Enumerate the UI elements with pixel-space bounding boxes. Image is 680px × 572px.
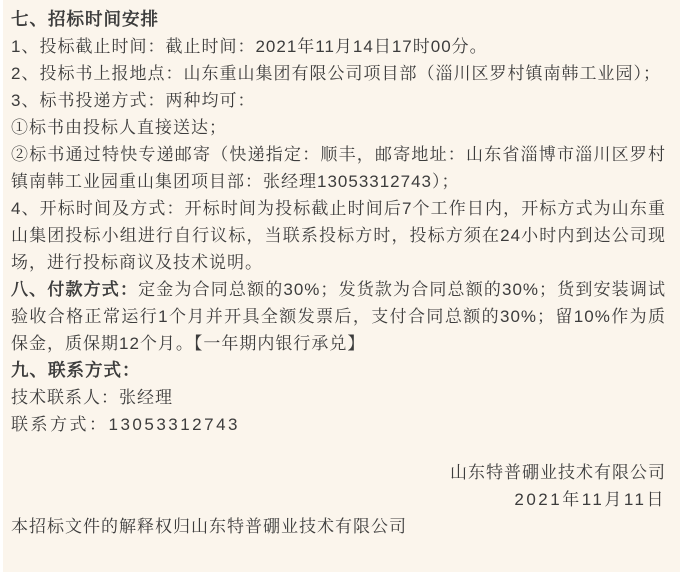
section-8-heading: 八、付款方式： [11, 280, 139, 299]
signature-block [11, 459, 666, 513]
footer-note: 本招标文件的解释权归山东特普硼业技术有限公司 [11, 517, 407, 536]
section-7-heading: 七、招标时间安排 [11, 9, 159, 29]
payment-terms-text: 定金为合同总额的30%；发货款为合同总额的30%；货到安装调试验收合格正常运行1个月并开具全额发票后，支付合同总额的30%；留10%作为质保金，质保期12个月。【一年期内银行承兑】 [11, 280, 666, 353]
section-9-heading: 九、联系方式： [11, 360, 141, 380]
delivery-option-2-paragraph: ②标书通过特快专递邮寄（快递指定：顺丰，邮寄地址：山东省淄博市淄川区罗村镇南韩工业园重山集团项目部：张经理13053312743）； [11, 145, 666, 191]
payment-terms-paragraph [11, 276, 666, 357]
delivery-method-paragraph: 3、标书投递方式：两种均可： [11, 91, 256, 110]
bid-opening-paragraph: 4、开标时间及方式：开标时间为投标截止时间后7个工作日内，开标方式为山东重山集团投标小组进行自行议标，当联系投标方时，投标方须在24小时内到达公司现场，进行投标商议及技术说明。 [11, 199, 666, 272]
bid-submission-address-paragraph: 2、投标书上报地点：山东重山集团有限公司项目部（淄川区罗村镇南韩工业园）； [11, 64, 661, 83]
technical-contact-paragraph: 技术联系人：张经理 [11, 388, 173, 407]
signature-date: 2021年11月11日 [514, 490, 666, 509]
bid-deadline-paragraph: 1、投标截止时间：截止时间：2021年11月14日17时00分。 [11, 37, 488, 56]
signature-company: 山东特普硼业技术有限公司 [450, 463, 666, 482]
contact-phone-paragraph: 联系方式：13053312743 [11, 415, 241, 434]
delivery-option-1-paragraph: ①标书由投标人直接送达； [11, 118, 227, 137]
